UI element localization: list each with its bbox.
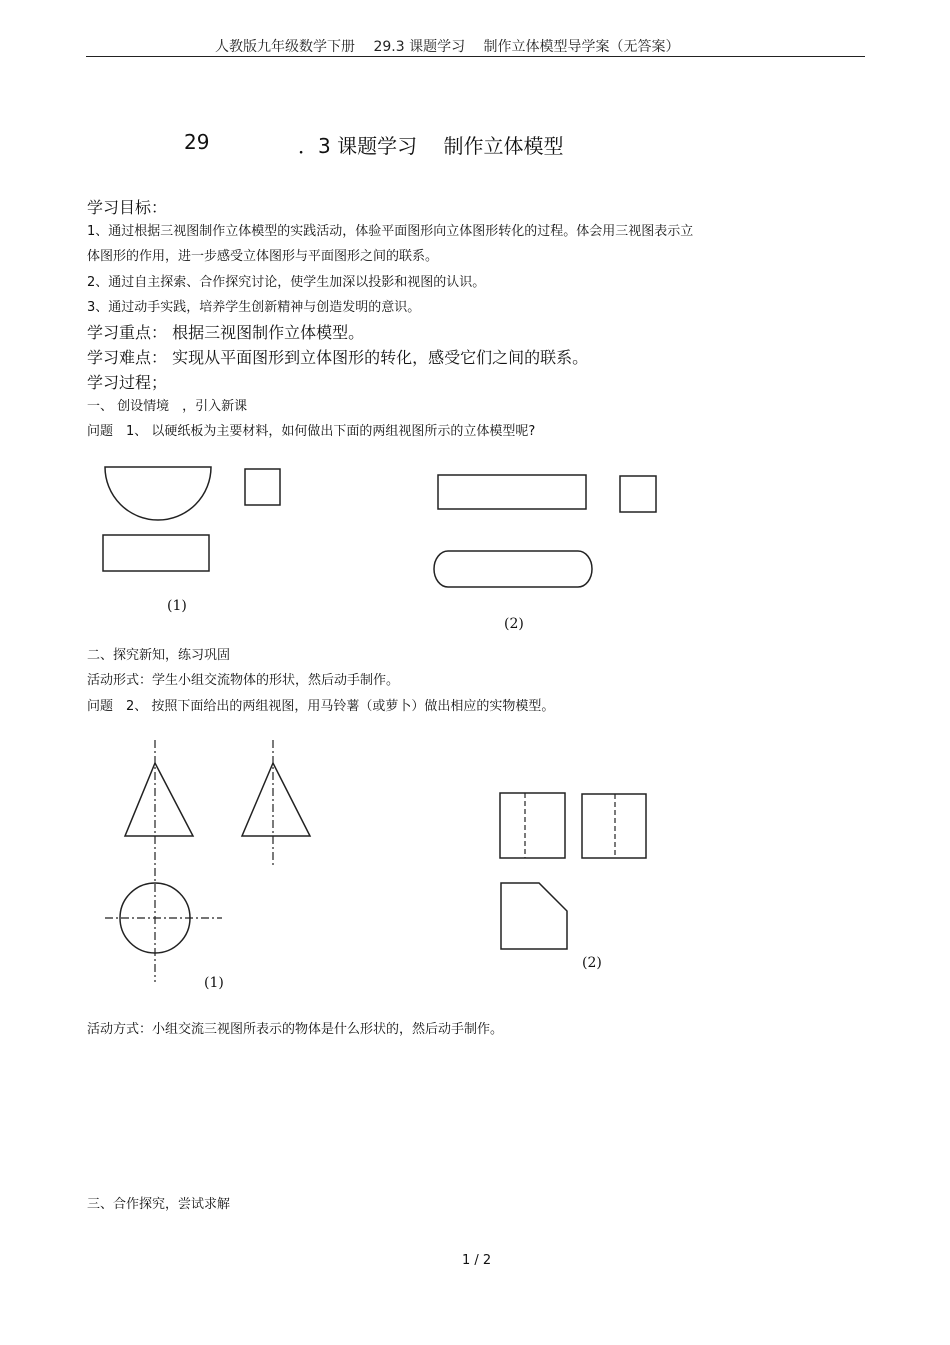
section-1-heading: 一、 创设情境 ，引入新课 (87, 399, 248, 414)
q2-figure-2-caption: (2) (582, 955, 602, 971)
page-title: ．3 课题学习 制作立体模型 (298, 134, 564, 158)
q1-figure-2-caption: (2) (504, 616, 524, 632)
square-side-view (582, 794, 646, 858)
activity-form: 活动形式：学生小组交流物体的形状，然后动手制作。 (87, 673, 400, 688)
objective-2: 2、通过自主探索、合作探究讨论，使学生加深以投影和视图的认识。 (87, 275, 486, 290)
objective-1-line-2: 体图形的作用，进一步感受立体图形与平面图形之间的联系。 (87, 249, 439, 264)
square-side-view (620, 476, 656, 512)
key-point: 学习重点： 根据三视图制作立体模型。 (87, 323, 365, 342)
section-2-heading: 二、探究新知，练习巩固 (87, 648, 231, 663)
objectives-heading: 学习目标： (87, 198, 168, 217)
q2-figure-1-caption: (1) (204, 975, 224, 991)
triangle-side-view (242, 763, 310, 836)
triangle-front-view (125, 763, 193, 836)
q1-figure-1-caption: (1) (167, 598, 187, 614)
header-rule (86, 56, 865, 57)
pentagon-top-view (501, 883, 567, 949)
semicircle-front-view (105, 467, 211, 520)
q2-figure-1-cone-views (100, 738, 340, 988)
title-number: 29 (184, 130, 210, 154)
rectangle-top-view (103, 535, 209, 571)
objective-3: 3、通过动手实践，培养学生创新精神与创造发明的意识。 (87, 300, 421, 315)
long-rectangle-front-view (438, 475, 586, 509)
page-header: 人教版九年级数学下册 29.3 课题学习 制作立体模型导学案（无答案） (215, 39, 680, 55)
difficulty: 学习难点： 实现从平面图形到立体图形的转化，感受它们之间的联系。 (87, 348, 589, 367)
q1-figure-2-views (425, 470, 665, 595)
objective-1-line-1: 1、通过根据三视图制作立体模型的实践活动，体验平面图形向立体图形转化的过程。体会用三视图表示立 (87, 224, 694, 239)
question-2: 问题 2、 按照下面给出的两组视图，用马铃薯（或萝卜）做出相应的实物模型。 (87, 699, 555, 714)
q1-figure-1-views (95, 460, 325, 585)
activity-method: 活动方式：小组交流三视图所表示的物体是什么形状的，然后动手制作。 (87, 1022, 504, 1037)
section-3-heading: 三、合作探究，尝试求解 (87, 1197, 231, 1212)
square-front-view (500, 793, 565, 858)
square-side-view (245, 469, 280, 505)
page-number: 1 / 2 (462, 1253, 492, 1268)
rounded-rectangle-top-view (434, 551, 592, 587)
process-heading: 学习过程； (87, 373, 168, 392)
q2-figure-2-views (495, 788, 655, 953)
question-1: 问题 1、 以硬纸板为主要材料，如何做出下面的两组视图所示的立体模型呢? (87, 424, 536, 439)
